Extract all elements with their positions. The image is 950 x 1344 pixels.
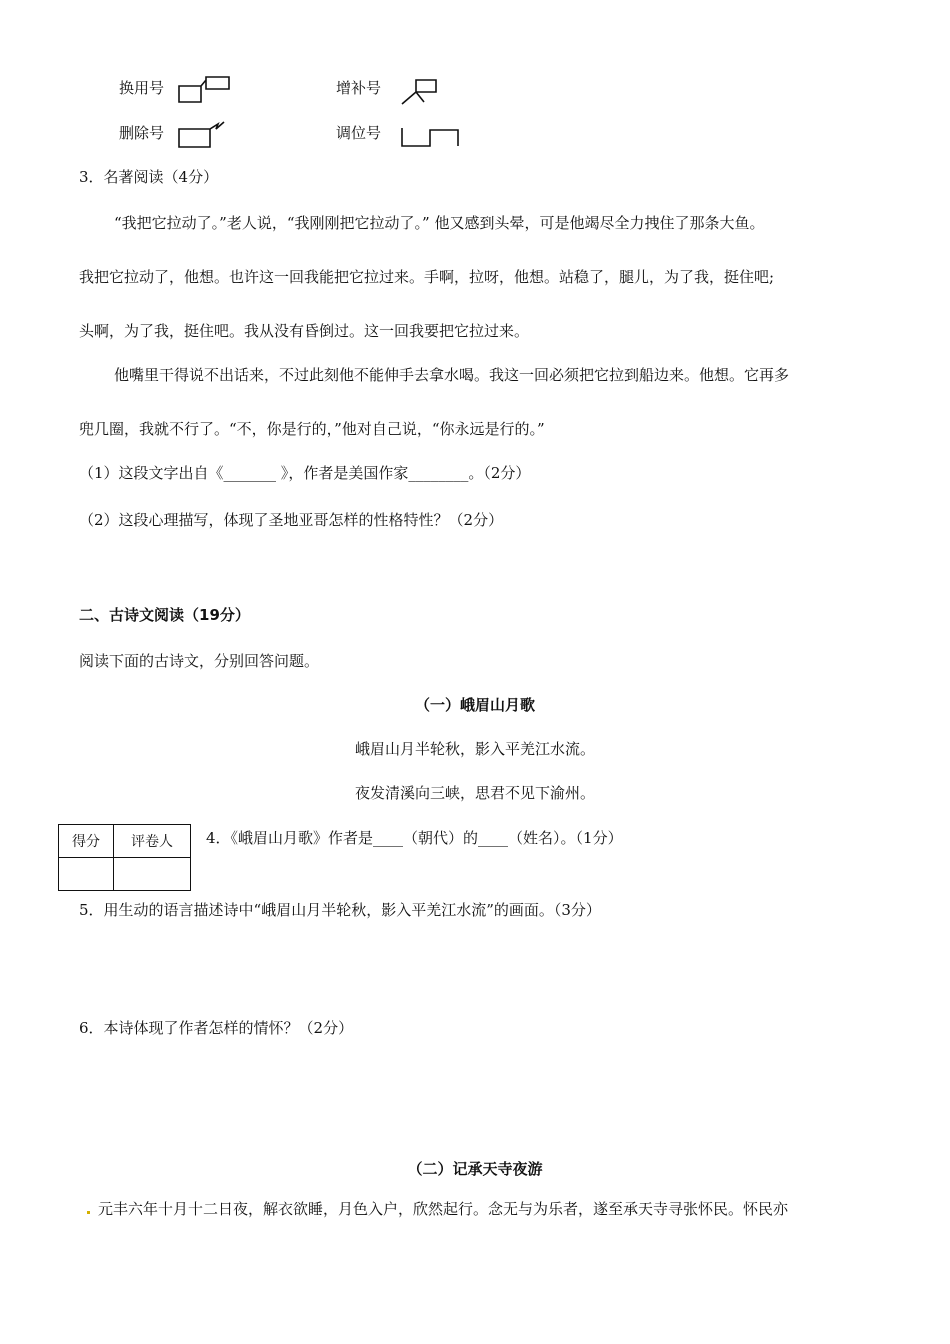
poem1-line1: 峨眉山月半轮秋，影入平羌江水流。: [354, 740, 595, 758]
question-4: 4．《峨眉山月歌》作者是____（朝代）的____（姓名）。（1分）: [206, 829, 623, 847]
q3-heading: 3．名著阅读（4分）: [79, 168, 219, 186]
delete-mark-icon: [178, 120, 230, 150]
q3-sub2: （2）这段心理描写，体现了圣地亚哥怎样的性格特性？（2分）: [79, 511, 504, 529]
prose2-line1: 元丰六年十月十二日夜，解衣欲睡，月色入户，欣然起行。念无与为乐者，遂至承天寺寻张怀民。怀民亦: [98, 1200, 789, 1218]
section2-heading: 二、古诗文阅读（19分）: [79, 606, 250, 624]
q3-para1-line3: 头啊，为了我，挺住吧。我从没有昏倒过。这一回我要把它拉过来。: [79, 322, 530, 340]
score-header: 得分: [59, 825, 114, 858]
prose2-title: （二）记承天寺夜游: [407, 1160, 543, 1178]
question-5: 5．用生动的语言描述诗中“峨眉山月半轮秋，影入平羌江水流”的画面。（3分）: [79, 901, 601, 919]
q3-para1-line2: 我把它拉动了，他想。也许这一回我能把它拉过来。手啊，拉呀，他想。站稳了，腿儿，为了我，挺住吧;: [79, 268, 775, 286]
insert-mark-icon: [400, 78, 440, 106]
section2-instruction: 阅读下面的古诗文，分别回答问题。: [79, 652, 320, 670]
grader-cell[interactable]: [114, 858, 191, 891]
poem1-title: （一）峨眉山月歌: [414, 696, 535, 714]
question-6: 6．本诗体现了作者怎样的情怀？（2分）: [79, 1019, 354, 1037]
grader-header: 评卷人: [114, 825, 191, 858]
replace-mark-label: 换用号: [119, 79, 165, 97]
swap-mark-icon: [400, 126, 462, 148]
score-table: [58, 824, 191, 891]
poem1-line2: 夜发清溪向三峡，思君不见下渝州。: [354, 784, 595, 802]
insert-mark-label: 增补号: [336, 79, 382, 97]
swap-mark-label: 调位号: [336, 124, 382, 142]
delete-mark-label: 删除号: [119, 124, 165, 142]
marker-dot: [87, 1211, 90, 1214]
q3-para2-line1: 他嘴里干得说不出话来，不过此刻他不能伸手去拿水喝。我这一回必须把它拉到船边来。他想。它再多: [114, 366, 790, 384]
q3-para2-line2: 兜几圈，我就不行了。“不，你是行的，”他对自己说，“你永远是行的。”: [79, 420, 545, 438]
q3-sub1: （1）这段文字出自《_______ 》，作者是美国作家________。（2分）: [79, 464, 531, 482]
score-cell[interactable]: [59, 858, 114, 891]
replace-mark-icon: [178, 76, 234, 104]
q3-para1-line1: “我把它拉动了。”老人说，“我刚刚把它拉动了。” 他又感到头晕，可是他竭尽全力拽住了那条大鱼。: [114, 214, 765, 232]
